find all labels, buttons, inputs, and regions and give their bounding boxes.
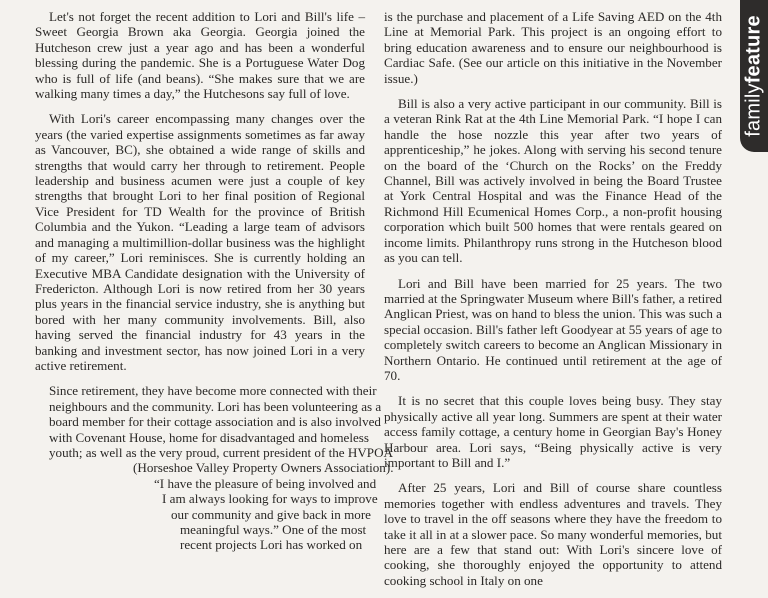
paragraph-lori-career: With Lori's career encompassing many changes over the years (the varied expertise assignments sometimes as far away as Vancouver, BC), she obtained a wide range of skills and strengths that would carry her through to retirement. People leadership and business acumen were just a couple of key strengths that brought Lori to her final position of Regional Vice President for TD Wealth for the province of British Columbia and the Yukon. “Leading a large team of advisors and managing a multimillion-dollar business was the highlight of my career,” Lori reminisces. She is currently holding an Executive MBA Candidate designation with the University of Fredericton. Although Lori is now retired from her 30 years plus years in the financial service industry, she is anything but bored with her many community involvements. Bill, also having served the financial industry for 43 years in the banking and investment sector, has now joined Lori in a very active retirement. — [35, 111, 365, 373]
paragraph-aed-project: is the purchase and placement of a Life Saving AED on the 4th Line at Memorial Park. This project is an ongoing effort to bring education awareness and to ensure our neighbourhood is Cardiac Safe. (See our article on this initiative in the November issue.) — [384, 9, 722, 86]
text-line: Since retirement, they have become more connected with their — [49, 383, 377, 399]
text-line: with Covenant House, home for disadvantaged and homeless — [49, 429, 369, 445]
paragraph-bill-community: Bill is also a very active participant in our community. Bill is a veteran Rink Rat at the 4th Line Memorial Park. “I hope I can handle the hose nozzle this year after two years of apprenticeship,” he jokes. Along with serving his second tenure on the board of the ‘Church on the Rocks’ on the Freddy Channel, Bill was actively involved in being the Board Trustee at York Central Hospital and was the Finance Head of the Richmond Hill Ecumenical Homes Corp., a non-profit housing corporation which built 500 homes that were rentals geared on income limits. Philanthropy runs strong in the Hutcheson blood as you can tell. — [384, 96, 722, 266]
text-line: (Horseshoe Valley Property Owners Association). — [133, 460, 394, 476]
section-tab-word-family: family — [742, 83, 765, 137]
paragraph-georgia: Let's not forget the recent addition to Lori and Bill's life – Sweet Georgia Brown aka Georgia. Georgia joined the Hutcheson crew just a year ago and has been a wonderful blessing during the pandemic. She is a Portuguese Water Dog who is full of life (and beans). “She makes sure that we are walking many times a day,” the Hutchesons say full of love. — [35, 9, 365, 102]
paragraph-memories: After 25 years, Lori and Bill of course share countless memories together with endless adventures and travels. They love to travel in the off seasons where they have the freedom to take it all in at a slower pace. So many wonderful memories, but here are a few that stand out: With Lori's sincere love of cooking, she thoroughly enjoyed the opportunity to attend cooking school in Italy on one — [384, 480, 722, 588]
text-line: recent projects Lori has worked on — [180, 537, 363, 553]
text-line: “I have the pleasure of being involved and — [154, 475, 377, 491]
left-column — [35, 9, 394, 563]
section-tab — [740, 0, 768, 152]
paragraph-marriage: Lori and Bill have been married for 25 years. The two married at the Springwater Museum where Bill's father, a retired Anglican Priest, was on hand to bless the union. This was such a special occasion. Bill's father left Goodyear at 55 years of age to completely switch careers to become an Anglican Missionary in Northern Ontario. He continued until retirement at the age of 70. — [384, 275, 722, 383]
section-tab-word-feature: feature — [742, 15, 765, 84]
section-tab-label — [743, 15, 766, 137]
text-line: board member for their cottage association and is also involved — [49, 414, 381, 430]
right-column — [384, 9, 722, 598]
text-line: our community and give back in more — [171, 506, 371, 522]
paragraph-active-life: It is no secret that this couple loves being busy. They stay physically active all year long. Summers are spent at their water access family cottage, a century home in Georgian Bay's Honey Harbour area. Lori says, “Being physically active is very important to Bill and I.” — [384, 393, 722, 470]
text-line: I am always looking for ways to improve — [162, 491, 378, 507]
text-line: meaningful ways.” One of the most — [180, 522, 367, 537]
text-line: youth; as well as the very proud, current president of the HVPOA — [49, 444, 393, 460]
text-line: neighbours and the community. Lori has been volunteering as a — [49, 398, 382, 414]
paragraph-retirement — [35, 383, 394, 553]
